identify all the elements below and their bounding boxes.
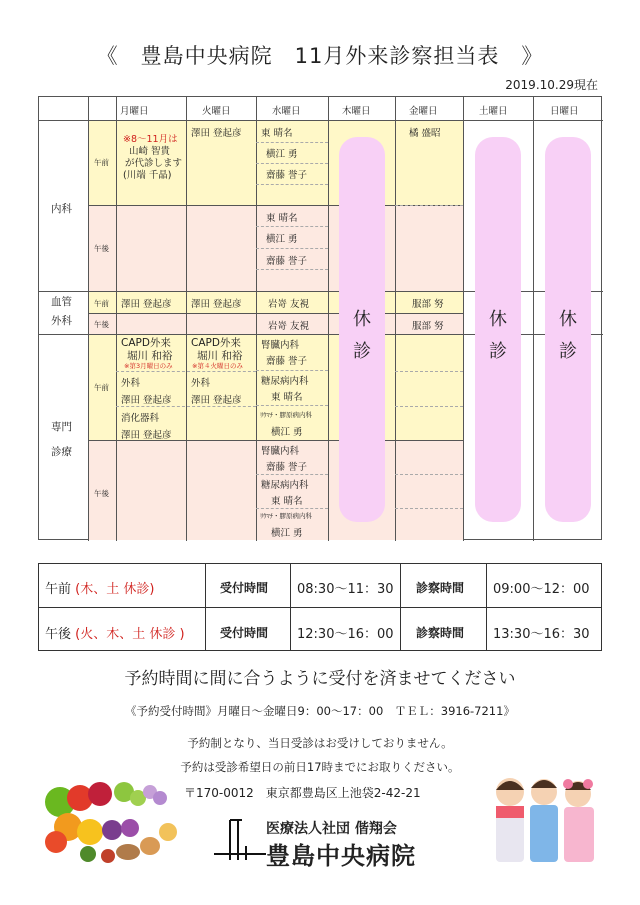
hours-table [38, 563, 602, 651]
naika-am-mon-note: ※8～11月は [123, 134, 178, 145]
hours-pm-closed: (火、木、土 休診 ) [75, 627, 185, 642]
address: 〒170-0012 東京都豊島区上池袋2-42-21 [184, 786, 421, 800]
children-illustration [482, 770, 602, 870]
senmon-am-tue-geka-doc: 澤田 登起彦 [191, 395, 242, 406]
period-am: 午前 [94, 158, 109, 167]
day-header-sat: 土曜日 [479, 106, 508, 117]
naika-am-wed-2: 横江 勇 [266, 149, 298, 160]
senmon-am-wed-tou: 糖尿病内科 [261, 376, 309, 387]
senmon-am-tue-capd-doc: 堀川 和裕 [197, 350, 243, 362]
dept-kekkan-2: 外科 [51, 315, 72, 327]
senmon-pm-wed-jin-doc: 齋藤 誉子 [266, 462, 308, 473]
naika-am-fri: 橘 盛昭 [409, 128, 441, 139]
senmon-am-wed-rheum-doc: 横江 勇 [271, 427, 303, 438]
senmon-pm-wed-jin: 腎臓内科 [261, 446, 300, 457]
senmon-am-mon-shoka: 消化器科 [121, 413, 160, 424]
hours-am-closed: (木、土 休診) [75, 582, 155, 597]
kekkan-am-fri: 服部 努 [412, 299, 444, 310]
closed-sun-2: 診 [559, 341, 577, 362]
naika-pm-wed-2: 横江 勇 [266, 234, 298, 245]
senmon-am-wed-tou-doc: 東 晴名 [271, 392, 303, 403]
senmon-am-mon-geka-doc: 澤田 登起彦 [121, 395, 172, 406]
period-am: 午前 [94, 299, 109, 308]
dept-kekkan-1: 血管 [51, 296, 72, 308]
hours-pm-reception: 12:30～16：00 [297, 627, 394, 642]
period-pm: 午後 [94, 320, 109, 329]
dept-naika: 内科 [51, 203, 72, 215]
kekkan-pm-fri: 服部 努 [412, 321, 444, 332]
senmon-pm-wed-rheum: ﾘｳﾏﾁ・膠原病内科 [260, 512, 312, 520]
senmon-am-mon-geka: 外科 [121, 378, 141, 389]
senmon-pm-wed-tou-doc: 東 晴名 [271, 496, 303, 507]
hospital-name: 豊島中央病院 [266, 842, 416, 870]
closed-sat-1: 休 [489, 309, 507, 330]
day-header-mon: 月曜日 [120, 106, 149, 117]
kekkan-pm-wed: 岩嵜 友視 [268, 321, 310, 332]
naika-am-tue: 澤田 登起彦 [191, 128, 242, 139]
naika-pm-wed-1: 東 晴名 [266, 213, 298, 224]
schedule-table [38, 96, 602, 540]
closed-thu-1: 休 [353, 309, 371, 330]
senmon-am-wed-rheum: ﾘｳﾏﾁ・膠原病内科 [260, 411, 312, 419]
kekkan-am-mon: 澤田 登起彦 [121, 299, 172, 310]
naika-am-wed-3: 齋藤 誉子 [266, 170, 308, 181]
reservation-hours: 《予約受付時間》月曜日～金曜日9：00～17：00 ＴＥＬ：3916-7211》 [125, 704, 515, 718]
fruit-illustration [38, 772, 183, 867]
page-title: 《 豊島中央病院 11月外来診察担当表 》 [96, 44, 544, 68]
hours-pm-label: 午後 (火、木、土 休診 ) [45, 627, 185, 642]
naika-am-wed-1: 東 晴名 [261, 128, 293, 139]
hours-pm-exam-label: 診察時間 [416, 626, 465, 640]
closed-sat-2: 診 [489, 341, 507, 362]
period-pm: 午後 [94, 244, 109, 253]
period-am: 午前 [94, 383, 109, 392]
kekkan-am-wed: 岩嵜 友視 [268, 299, 310, 310]
senmon-am-wed-jin-doc: 齋藤 誉子 [266, 356, 308, 367]
senmon-am-tue-capd-note: ※第４火曜日のみ [192, 362, 243, 370]
senmon-pm-wed-tou: 糖尿病内科 [261, 480, 309, 491]
dept-senmon-2: 診療 [51, 446, 72, 458]
dept-senmon-1: 専門 [51, 421, 72, 433]
naika-am-mon-doc: 山崎 智貴 [129, 146, 171, 157]
hours-am-reception: 08:30～11：30 [297, 582, 394, 597]
senmon-am-mon-capd-doc: 堀川 和裕 [127, 350, 173, 362]
as-of-date: 2019.10.29現在 [505, 78, 598, 92]
senmon-am-tue-capd: CAPD外来 [191, 337, 241, 349]
senmon-am-wed-jin: 腎臓内科 [261, 340, 300, 351]
day-header-fri: 金曜日 [409, 106, 438, 117]
notice: 予約時間に間に合うように受付を済ませてください [124, 669, 516, 689]
hours-am-label: 午前 (木、土 休診) [45, 582, 155, 597]
closed-sun-1: 休 [559, 309, 577, 330]
hours-am-exam-label: 診察時間 [416, 581, 465, 595]
day-header-sun: 日曜日 [550, 106, 579, 117]
note-1: 予約制となり、当日受診はお受けしておりません。 [187, 736, 453, 750]
day-header-thu: 木曜日 [342, 106, 371, 117]
closed-thu-2: 診 [353, 341, 371, 362]
hours-am-reception-label: 受付時間 [220, 581, 269, 595]
senmon-am-mon-capd-note: ※第3月曜日のみ [124, 362, 173, 370]
senmon-am-tue-geka: 外科 [191, 378, 211, 389]
senmon-pm-wed-rheum-doc: 横江 勇 [271, 528, 303, 539]
senmon-am-mon-capd: CAPD外来 [121, 337, 171, 349]
hospital-logo-icon [212, 816, 268, 862]
day-header-wed: 水曜日 [272, 106, 301, 117]
naika-am-mon-orig: (川端 千晶) [123, 170, 172, 181]
naika-am-mon-sub: が代診します [125, 158, 183, 169]
naika-pm-wed-3: 齋藤 誉子 [266, 256, 308, 267]
org-name: 医療法人社団 偕翔会 [266, 821, 397, 837]
senmon-am-mon-shoka-doc: 澤田 登起彦 [121, 430, 172, 441]
hours-am-exam: 09:00～12：00 [493, 582, 590, 597]
day-header-tue: 火曜日 [202, 106, 231, 117]
period-pm: 午後 [94, 489, 109, 498]
note-2: 予約は受診希望日の前日17時までにお取りください。 [180, 760, 460, 774]
kekkan-am-tue: 澤田 登起彦 [191, 299, 242, 310]
hours-pm-reception-label: 受付時間 [220, 626, 269, 640]
hours-pm-exam: 13:30～16：30 [493, 627, 590, 642]
